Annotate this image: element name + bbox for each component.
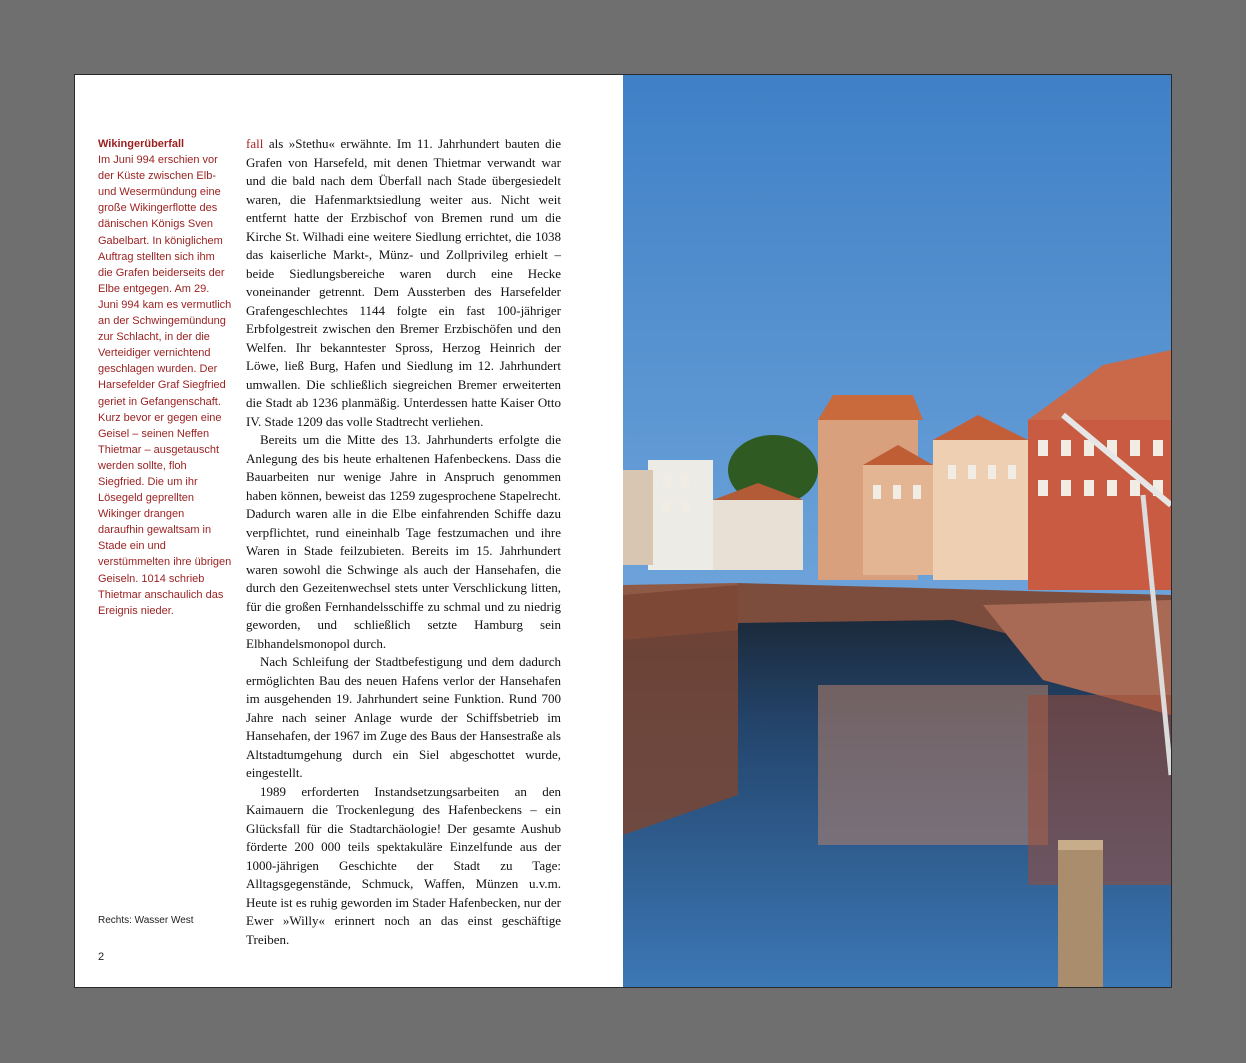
left-page	[75, 75, 623, 987]
left-wall-front	[623, 585, 738, 835]
sidebar-text: Im Juni 994 erschien vor der Küste zwischen Elb- und Wesermündung eine große Wikingerflotte des dänischen Königs Sven Gabelbart. In königlichem Auftrag stellten sich ihm die Grafen beiderseits der Elbe entgegen. Am 29. Juni 994 kam es vermutlich an der Schwingemündung zur Schlacht, in der die Verteidiger vernichtend geschlagen wurden. Der Harsefelder Graf Siegfried geriet in Gefangenschaft. Kurz bevor er gegen eine Geisel – seinen Neffen Thietmar – ausgetauscht werden sollte, floh Siegfried. Die um ihr Lösegeld geprellten Wikinger drangen daraufhin gewaltsam in Stade ein und verstümmelten ihre übrigen Geiseln. 1014 schrieb Thietmar anschaulich das Ereignis nieder.	[98, 154, 232, 617]
paragraph-1-text: als »Stethu« erwähnte. Im 11. Jahrhundert bauten die Grafen von Harsefeld, mit denen Thietmar verwandt war und die bald nach dem Überfall nach Stade übergesiedelt waren, die Hafenmarktsiedlung weiter aus. Nicht weit entfernt hatte der Erzbischof von Bremen rund um die Kirche St. Wilhadi eine weitere Siedlung errichtet, die 1038 das kaiserliche Markt-, Münz- und Zollprivileg erhielt – beide Siedlungsbereiche waren durch eine Hecke voneinander getrennt. Dem Aussterben des Harsefelder Grafengeschlechtes 1144 folgte ein fast 100-jähriger Erbfolgestreit zwischen den Bremer Erzbischöfen und den Welfen. Ihr bekanntester Spross, Herzog Heinrich der Löwe, ließ Burg, Hafen und Siedlung im 12. Jahrhundert umwallen. Die schließlich siegreichen Bremer erweiterten die Stadt ab 1236 planmäßig. Unterdessen hatte Kaiser Otto IV. Stade 1209 das volle Stadtrecht verliehen.	[246, 136, 561, 429]
sidebar-box	[98, 136, 232, 619]
house-small	[713, 500, 803, 570]
gable-house	[863, 465, 933, 575]
harbour-photo-illustration	[623, 75, 1171, 987]
paragraph-3: Nach Schleifung der Stadtbefestigung und dem dadurch ermöglichten Bau des neuen Hafens verlor der Hansehafen im ausgehenden 19. Jahrhundert seine Funktion. Rund 700 Jahre nach seiner Anlage wurde der Schiffsbetrieb im Hansehafen, der 1967 im Zuge des Baus der Hansestraße als Altstadtumgehung durch ein Siel abgeschottet wurde, eingestellt.	[246, 654, 561, 780]
photo-caption: Rechts: Wasser West	[98, 915, 194, 926]
mooring-post	[1058, 840, 1103, 987]
paragraph-4: 1989 erforderten Instandsetzungsarbeiten an den Kaimauern die Trockenlegung des Hafenbeckens – ein Glücksfall für die Stadtarchäologie! Der gesamte Aushub förderte 200 000 teils spektakuläre Einzelfunde aus der 1000-jährigen Geschichte der Stadt zu Tage: Alltagsgegenstände, Schmuck, Waffen, Münzen u.v.m. Heute ist es ruhig geworden im Stader Hafenbecken, nur der Ewer »Willy« erinnert noch an das einst geschäftige Treiben.	[246, 783, 561, 947]
lead-word: fall	[246, 136, 264, 151]
page-number: 2	[98, 951, 105, 963]
reflection	[818, 685, 1048, 845]
roof	[818, 395, 923, 420]
book-spread	[74, 74, 1172, 988]
sidebar-title: Wikingerüberfall	[98, 138, 185, 150]
mooring-post-top	[1058, 840, 1103, 850]
harbour-photo	[623, 75, 1171, 987]
house-left	[623, 470, 653, 565]
paragraph-1	[246, 135, 561, 431]
main-text-column	[246, 135, 561, 949]
gable-house-2	[933, 440, 1028, 580]
paragraph-2: Bereits um die Mitte des 13. Jahrhunderts erfolgte die Anlegung des bis heute erhaltenen Hafenbeckens. Dass die Bauarbeiten nur wenige Jahre in Anspruch genommen haben können, beweist das 1259 zugesprochene Stapelrecht. Dadurch waren alle in die Elbe einfahrenden Schiffe dazu verpflichtet, rund eineinhalb Tage festzumachen und ihre Waren in Stade feilzubieten. Bereits im 15. Jahrhundert waren sowohl die Schwinge als auch der Hansehafen, die durch den Gezeitenwechsel stets unter Verschlickung litten, für die großen Fernhandelsschiffe zu schmal und zu niedrig geworden, und schließlich setzte Hamburg sein Elbhandelsmonopol durch.	[246, 432, 561, 651]
white-house	[648, 460, 713, 570]
